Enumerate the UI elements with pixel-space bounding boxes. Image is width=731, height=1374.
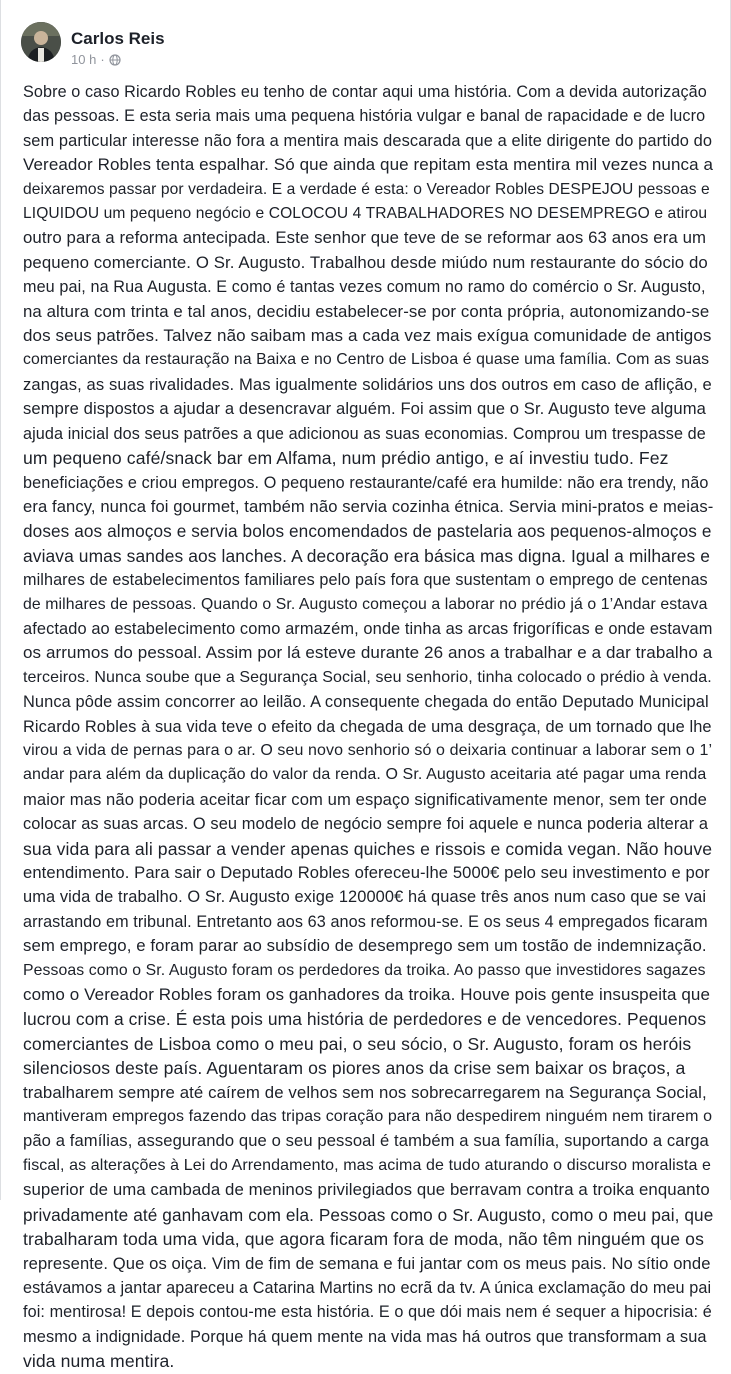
post-text-line: comerciantes de Lisboa como o meu pai, o seu sócio, o Sr. Augusto, foram os heróis <box>23 1033 692 1054</box>
post-text-line: os arrumos do pessoal. Assim por lá esteve durante 26 anos a trabalhar e a dar trabalho a <box>23 643 713 663</box>
post-timestamp[interactable]: 10 h <box>71 52 97 67</box>
avatar-photo <box>21 22 61 62</box>
post-text-line: fiscal, as alterações à Lei do Arrendamento, mas acima de tudo aturando o discurso moralista e <box>23 1156 711 1174</box>
post-text-line: mesmo a indignidade. Porque há quem mente na vida mas há outros que transformam a sua <box>23 1327 707 1346</box>
post-text-line: sem particular interesse não fora a mentira mais descarada que a elite dirigente do partido do <box>23 131 713 150</box>
post-text-line: na altura com trinta e tal anos, decidiu estabelecer-se por conta própria, autonomizando-se <box>23 301 710 321</box>
post-text-line: zangas, as suas rivalidades. Mas igualmente solidários uns dos outros em caso de aflição, e <box>23 374 712 394</box>
post-text-line: Pessoas como o Sr. Augusto foram os perdedores da troika. Ao passo que investidores sagazes <box>23 961 706 979</box>
post-text-line: terceiros. Nunca soube que a Segurança Social, seu senhorio, tinha colocado o prédio à venda. <box>23 668 712 686</box>
post-text-line: sua vida para ali passar a vender apenas quiches e rissois e comida vegan. Não houve <box>23 838 713 859</box>
post-text-line: outro para a reforma antecipada. Este senhor que teve de se reformar aos 63 anos era um <box>23 228 707 248</box>
post-text-line: um pequeno café/snack bar em Alfama, num prédio antigo, e aí investiu tudo. Fez <box>23 448 669 469</box>
post-text-line: era fancy, nunca foi gourmet, também não servia cozinha étnica. Servia mini-pratos e meias- <box>23 496 714 516</box>
post-text-line: trabalharem sempre até caírem de velhos sem nos sobrecarregarem na Segurança Social, <box>23 1082 707 1102</box>
post-text-line: afectado ao estabelecimento como armazém, onde tinha as arcas frigoríficas e onde estavam <box>23 619 713 638</box>
post-text-line: ajuda inicial dos seus patrões a que adicionou as suas economias. Comprou um trespasse de <box>23 424 706 443</box>
post-text-line: doses aos almoços e servia bolos encomendados de pastelaria aos pequenos-almoços e <box>23 521 712 542</box>
post-text-line: colocar as suas arcas. O seu modelo de negócio sempre foi aquele e nunca poderia alterar a <box>23 815 709 834</box>
post-text-line: LIQUIDOU um pequeno negócio e COLOCOU 4 TRABALHADORES NO DESEMPREGO e atirou <box>23 205 708 223</box>
post-text-line: sempre dispostos a ajudar a desencravar alguém. Foi assim que o Sr. Augusto teve alguma <box>23 399 706 419</box>
post-text-line: silenciosos deste país. Aguentaram os piores anos da crise sem baixar os braços, a <box>23 1058 686 1079</box>
post-text-line: virou a vida de pernas para o ar. O seu novo senhorio só o deixaria continuar a laborar sem o 1’ <box>23 741 713 759</box>
post-text-line: uma vida de trabalho. O Sr. Augusto exige 120000€ há quase três anos num caso que se vai <box>23 888 707 907</box>
post-text-line: como o Vereador Robles foram os ganhadores da troika. Houve pois gente insuspeita que <box>23 985 711 1005</box>
post-text-line: represente. Que os oiça. Vim de fim de semana e fui jantar com os meus pais. No sítio onde <box>23 1253 711 1273</box>
post-text-line: vida numa mentira. <box>23 1351 175 1372</box>
post-text-line: superior de uma cambada de meninos privilegiados que berravam contra a troika enquanto <box>23 1180 710 1200</box>
post-text-line: foi: mentirosa! E depois contou-me esta história. E o que dói mais nem é sequer a hipocrisia: é <box>23 1303 712 1322</box>
post-text-line: dos seus patrões. Talvez não saibam mas a cada vez mais exígua comunidade de antigos <box>23 326 712 346</box>
post-text-line: mantiveram empregos fazendo das tripas coração para não despedirem ninguém nem tirarem o <box>23 1108 713 1126</box>
author-name[interactable]: Carlos Reis <box>71 29 165 48</box>
avatar[interactable] <box>21 22 61 62</box>
post-text-line: das pessoas. E esta seria mais uma pequena história vulgar e banal de rapacidade e de lucro <box>23 107 706 126</box>
post-text-line: pão a famílias, assegurando que o seu pessoal é também a sua família, suportando a carga <box>23 1131 709 1151</box>
globe-icon[interactable] <box>109 54 121 66</box>
post-text-line: comerciantes da restauração na Baixa e no Centro de Lisboa é quase uma família. Com as suas <box>23 351 710 369</box>
post-text-line: andar para além da duplicação do valor da renda. O Sr. Augusto aceitaria até pagar uma renda <box>23 766 707 784</box>
post-text-line: milhares de estabelecimentos familiares pelo país fora que sustentam o emprego de centenas <box>23 571 708 590</box>
post-text-line: lucrou com a crise. É esta pois uma história de perdedores e de vencedores. Pequenos <box>23 1009 707 1030</box>
post-body-text <box>23 80 713 1374</box>
meta-separator: · <box>100 52 105 67</box>
post-text-line: privadamente até ganhavam com ela. Pessoas como o Sr. Augusto, como o meu pai, que <box>23 1204 714 1225</box>
post-text-line: arrastando em tribunal. Entretanto aos 63 anos reformou-se. E os seus 4 empregados ficaram <box>23 912 708 931</box>
post-text-line: Nunca pôde assim concorrer ao leilão. A consequente chegada do então Deputado Municipal <box>23 693 709 712</box>
post-text-line: entendimento. Para sair o Deputado Robles ofereceu-lhe 5000€ pelo seu investimento e por <box>23 863 710 882</box>
post-text-line: de milhares de pessoas. Quando o Sr. Augusto começou a laborar no prédio já o 1’Andar estava <box>23 595 708 613</box>
post-text-line: Ricardo Robles à sua vida teve o efeito da chegada de uma desgraça, de um tornado que lhe <box>23 717 712 736</box>
post-text-line: Vereador Robles tenta espalhar. Só que ainda que repitam esta mentira mil vezes nunca a <box>23 155 714 175</box>
post-text-line: meu pai, na Rua Augusta. E como é tantas vezes comum no ramo do comércio o Sr. Augusto, <box>23 278 706 297</box>
post-meta <box>71 52 165 67</box>
post-text-line: Sobre o caso Ricardo Robles eu tenho de contar aqui uma história. Com a devida autorização <box>23 83 707 101</box>
post-text-line: maior mas não poderia aceitar ficar com um espaço significativamente menor, sem ter onde <box>23 789 707 809</box>
post-text-line: aviava umas sandes aos lanches. A decoração era básica mas digna. Igual a milhares e <box>23 545 711 566</box>
post-text-line: beneficiações e criou empregos. O pequeno restaurante/café era humilde: não era trendy, não <box>23 473 709 492</box>
post-text-line: sem emprego, e foram parar ao subsídio de desemprego sem um tostão de indemnização. <box>23 936 707 956</box>
post-text-line: deixaremos passar por verdadeira. E a verdade é esta: o Vereador Robles DESPEJOU pessoas e <box>23 180 710 198</box>
post-header <box>21 22 165 67</box>
post-text-line: trabalharam toda uma vida, que agora ficaram fora de moda, não têm ninguém que os <box>23 1229 704 1250</box>
post-text-line: pequeno comerciante. O Sr. Augusto. Trabalhou desde miúdo num restaurante do sócio do <box>23 252 708 272</box>
post-text-line: estávamos a jantar apareceu a Catarina Martins no ecrã da tv. A única exclamação do meu pai <box>23 1278 712 1297</box>
